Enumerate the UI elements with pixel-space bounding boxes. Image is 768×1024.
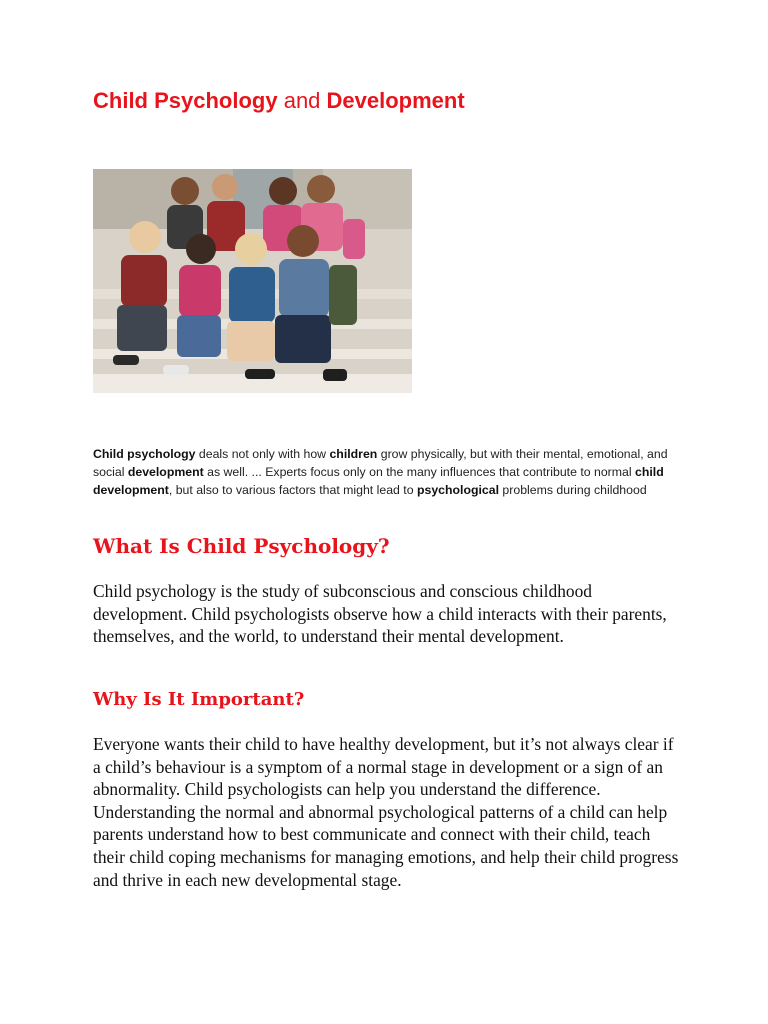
children-photo-illustration: [93, 169, 412, 393]
intro-bold-development: development: [127, 465, 204, 479]
intro-bold-psychological: psychological: [416, 483, 499, 497]
intro-bold-child-psychology: Child psychology: [93, 447, 196, 461]
section-heading-why-important: Why Is It Important?: [93, 689, 305, 710]
intro-text-4: , but also to various factors that might lead to: [168, 483, 417, 497]
page-title: [93, 86, 465, 116]
title-part-development: Development: [326, 88, 465, 113]
intro-text-2: grow physically, but with their mental, emotional, and social: [93, 447, 668, 479]
section-body-what-is: Child psychology is the study of subconscious and conscious childhood development. Child psychologists observe how a child interacts with their parents, themselves, and the world, to understand their mental development.: [93, 581, 667, 647]
intro-text-1: deals not only with how: [195, 447, 330, 461]
intro-bold-children: children: [329, 447, 378, 461]
section-heading-what-is: What Is Child Psychology?: [93, 534, 390, 558]
children-group-photo: [93, 169, 412, 393]
intro-text-5: problems during childhood: [499, 483, 647, 497]
title-part-and: and: [277, 88, 327, 113]
title-part-child-psychology: Child Psychology: [93, 88, 278, 113]
intro-text-3: as well. ... Experts focus only on the many influences that contribute to normal: [203, 465, 636, 479]
intro-paragraph: [93, 445, 693, 499]
intro-bold-child-development: child development: [93, 465, 664, 497]
section-body-why-important: Everyone wants their child to have healthy development, but it’s not always clear if a child’s behaviour is a symptom of a normal stage in development or a sign of an abnormality. Child psychologists can help you understand the difference. Understanding the normal and abnormal psychological patterns of a child can help parents understand how to best communicate and connect with their child, teach their child coping mechanisms for managing emotions, and help their child progress and thrive in each new developmental stage.: [93, 734, 679, 890]
